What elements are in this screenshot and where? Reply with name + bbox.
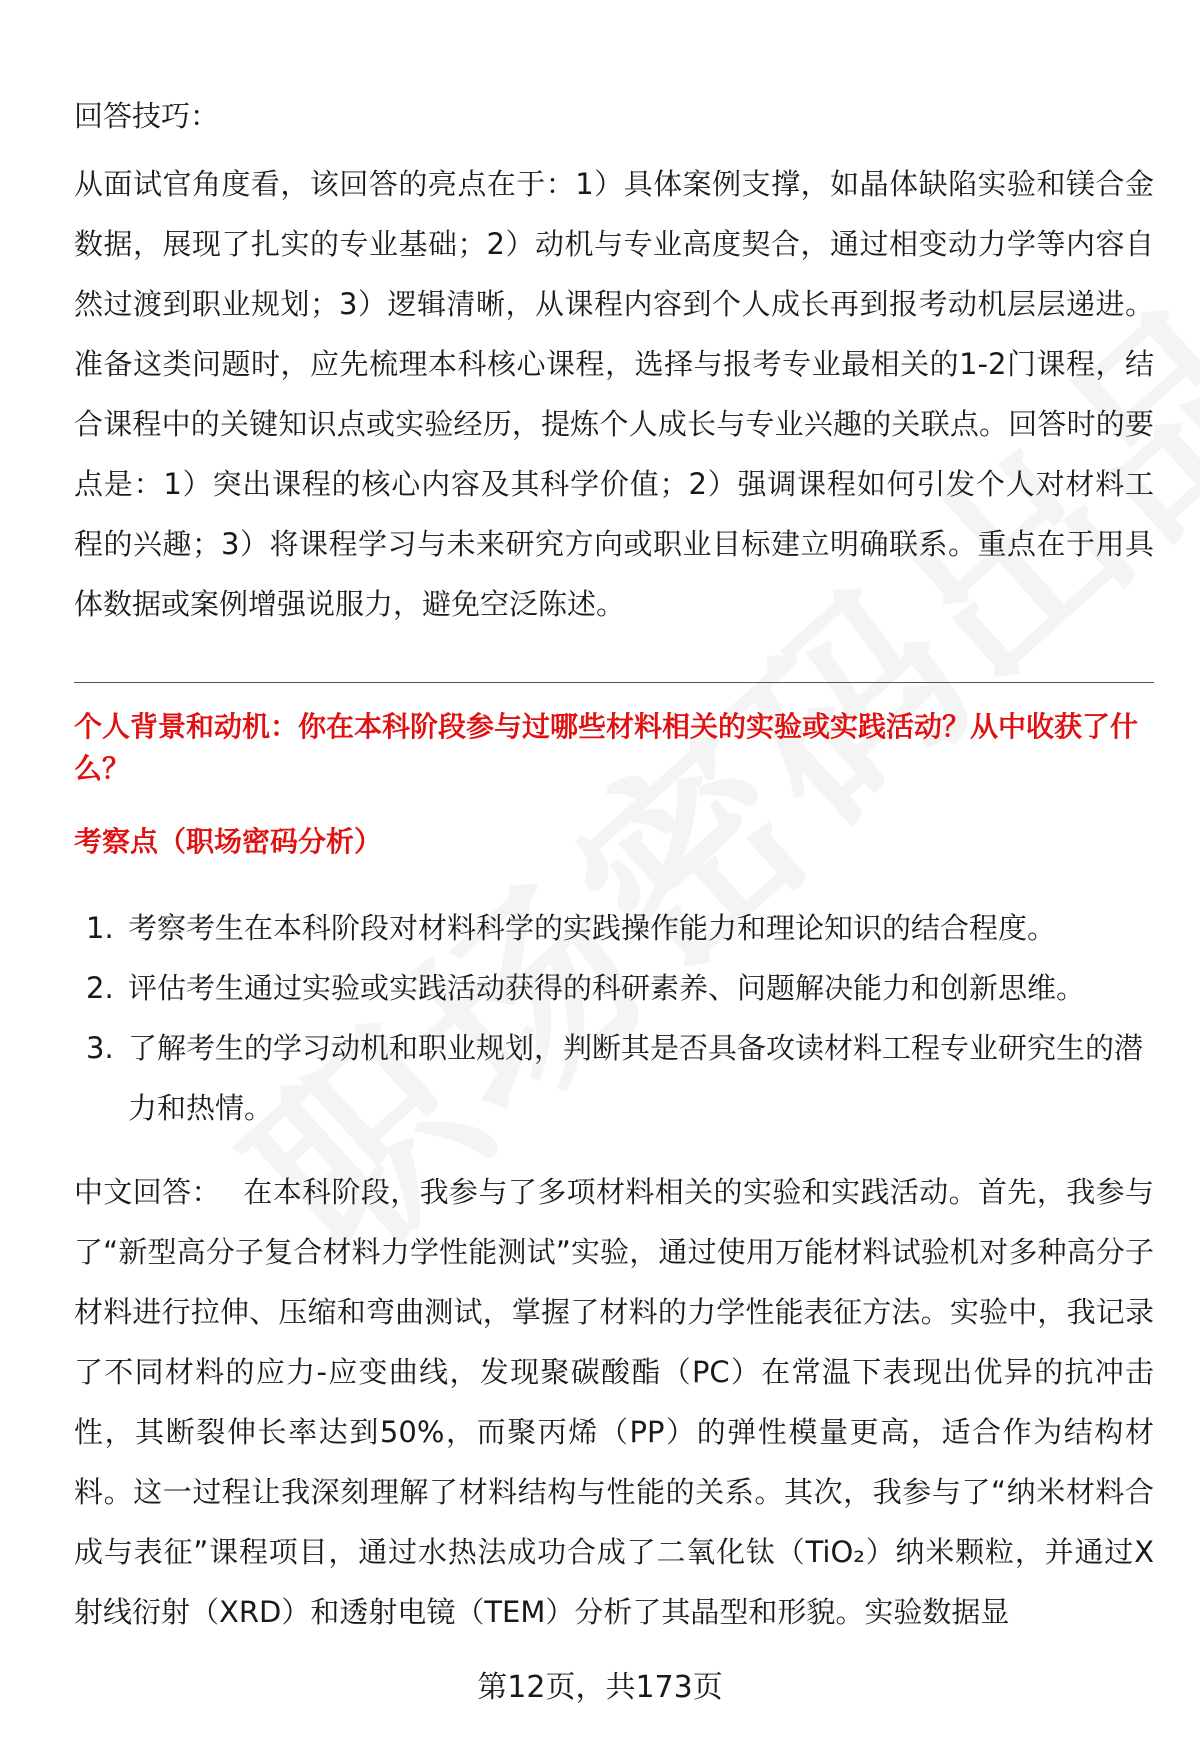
exam-points-heading: 考察点（职场密码分析） — [74, 825, 383, 858]
list-item-number: 1. — [86, 911, 114, 945]
section-divider — [74, 682, 1154, 683]
tips-body: 从面试官角度看，该回答的亮点在于：1）具体案例支撑，如晶体缺陷实验和镁合金数据，展现了扎实的专业基础；2）动机与专业高度契合，通过相变动力学等内容自然过渡到职业规划；3）逻辑清晰，从课程内容到个人成长再到报考动机层层递进。准备这类问题时，应先梳理本科核心课程，选择与报考专业最相关的1-2门课程，结合课程中的关键知识点或实验经历，提炼个人成长与专业兴趣的关联点。回答时的要点是：1）突出课程的核心内容及其科学价值；2）强调课程如何引发个人对材料工程的兴趣；3）将课程学习与未来研究方向或职业目标建立明确联系。重点在于用具体数据或案例增强说服力，避免空泛陈述。 — [74, 167, 1154, 621]
tips-label: 回答技巧： — [74, 99, 220, 133]
answer-label: 中文回答： — [74, 1175, 221, 1209]
list-item — [74, 1018, 1154, 1138]
list-item-text: 考察考生在本科阶段对材料科学的实践操作能力和理论知识的结合程度。 — [128, 911, 1057, 945]
list-item-text: 了解考生的学习动机和职业规划，判断其是否具备攻读材料工程专业研究生的潜力和热情。 — [128, 1031, 1144, 1125]
list-item-text: 评估考生通过实验或实践活动获得的科研素养、问题解决能力和创新思维。 — [128, 971, 1086, 1005]
exam-points-list — [74, 898, 1154, 1138]
answer-body: 在本科阶段，我参与了多项材料相关的实验和实践活动。首先，我参与了“新型高分子复合材料力学性能测试”实验，通过使用万能材料试验机对多种高分子材料进行拉伸、压缩和弯曲测试，掌握了材料的力学性能表征方法。实验中，我记录了不同材料的应力-应变曲线，发现聚碳酸酯（PC）在常温下表现出优异的抗冲击性，其断裂伸长率达到50%，而聚丙烯（PP）的弹性模量更高，适合作为结构材料。这一过程让我深刻理解了材料结构与性能的关系。其次，我参与了“纳米材料合成与表征”课程项目，通过水热法成功合成了二氧化钛（TiO₂）纳米颗粒，并通过X射线衍射（XRD）和透射电镜（TEM）分析了其晶型和形貌。实验数据显 — [74, 1175, 1154, 1629]
list-item-number: 3. — [86, 1031, 114, 1065]
answer-tips-section — [74, 96, 1154, 634]
list-item — [74, 958, 1154, 1018]
chinese-answer — [74, 1162, 1154, 1642]
list-item — [74, 898, 1154, 958]
list-item-number: 2. — [86, 971, 114, 1005]
question-heading: 个人背景和动机：你在本科阶段参与过哪些材料相关的实验或实践活动？从中收获了什么？ — [74, 710, 1139, 785]
page-number: 第12页，共173页 — [477, 1670, 723, 1705]
